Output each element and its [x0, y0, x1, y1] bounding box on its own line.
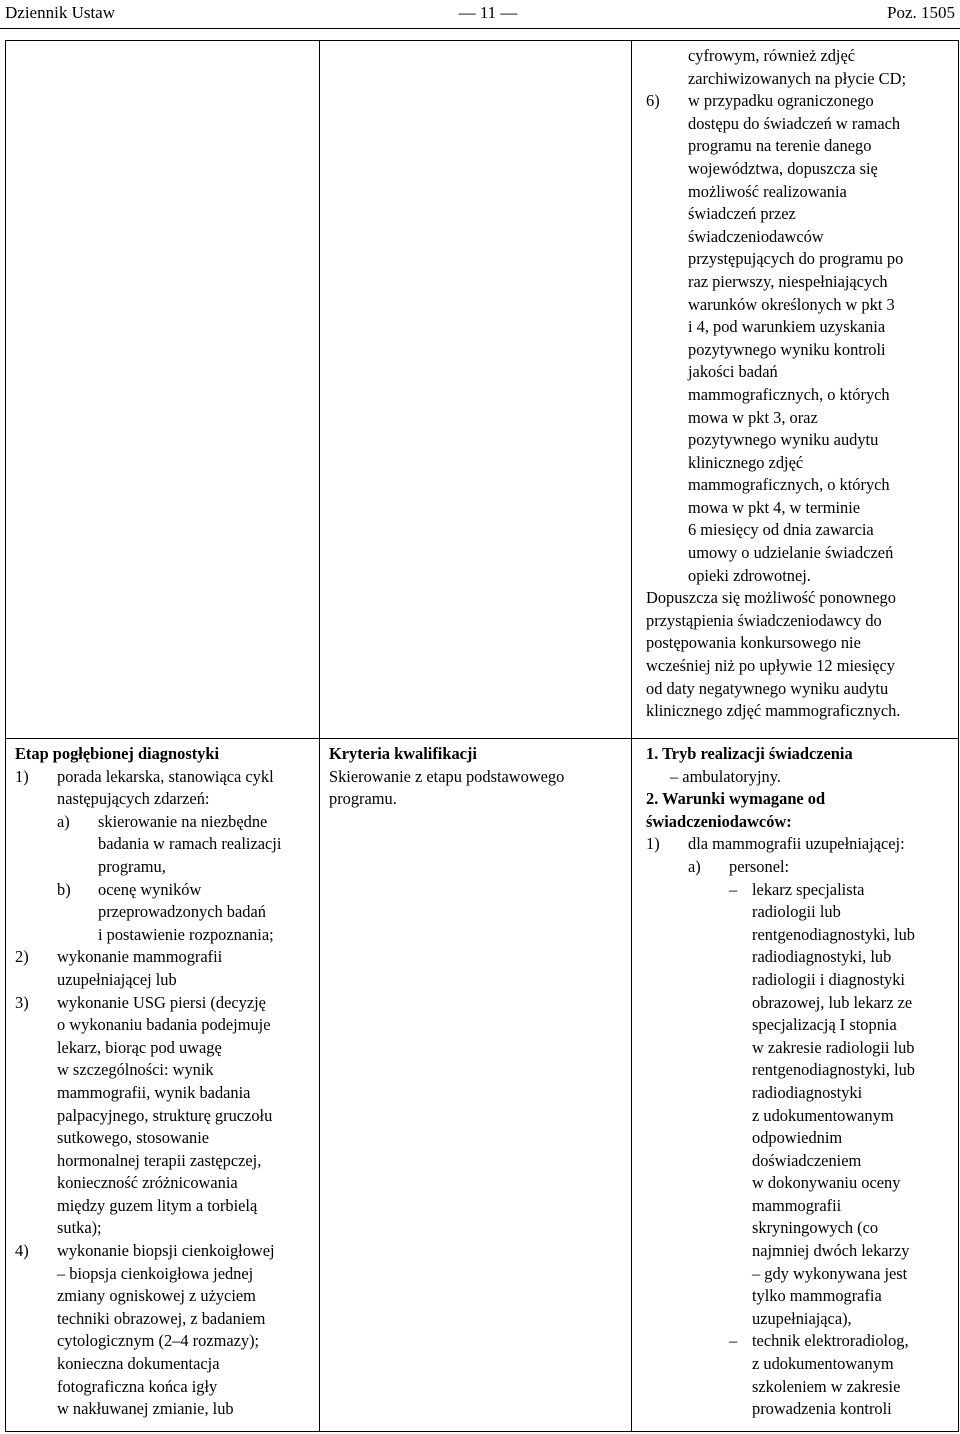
text-line: specjalizacją I stopnia [752, 1015, 897, 1035]
text-line: programu. [329, 789, 397, 809]
dash-item [729, 879, 952, 1331]
dash-item-text [752, 1330, 952, 1420]
text-line: i postawienie rozpoznania; [98, 924, 274, 944]
text-line: – biopsja cienkoigłowa jednej [57, 1263, 254, 1283]
text-line: cyfrowym, również zdjęć [688, 46, 856, 65]
text-line: przystąpienia świadczeniodawcy do [646, 610, 882, 630]
text-line: palpacyjnego, strukturę gruczołu [57, 1105, 273, 1125]
qualification-text [329, 766, 623, 811]
text-line: prowadzenia kontroli [752, 1399, 892, 1419]
text-line: odpowiednim [752, 1128, 843, 1148]
text-line: konieczność zróżnicowania [57, 1173, 238, 1193]
sub-item-a [688, 856, 952, 1421]
list-item-1 [646, 833, 952, 1420]
list-label: 6) [646, 91, 660, 111]
text-line: doświadczeniem [752, 1150, 862, 1170]
sub-label: b) [57, 879, 71, 899]
row2-col2-cell [320, 739, 632, 1432]
text-line: technik elektroradiolog, [752, 1331, 909, 1351]
text-line: radiodiagnostyki [752, 1082, 863, 1102]
text-line: wykonanie biopsji cienkoigłowej [57, 1241, 275, 1261]
list-label: 3) [15, 992, 29, 1012]
text-line: mammografii, wynik badania [57, 1082, 251, 1102]
text-line: mammograficznych, o których [688, 384, 890, 404]
text-line: dostępu do świadczeń w ramach [688, 113, 901, 133]
row1-col2-cell [320, 41, 632, 739]
text-line: cytologicznym (2–4 rozmazy); [57, 1331, 260, 1351]
text-line: wykonanie USG piersi (decyzję [57, 992, 266, 1012]
text-line: radiologii lub [752, 902, 841, 922]
text-line: między guzem litym a torbielą [57, 1195, 258, 1215]
continued-text [646, 45, 952, 90]
text-line: warunków określonych w pkt 3 [688, 294, 895, 314]
text-line: następujących zdarzeń: [57, 789, 210, 809]
list-label: 1) [15, 766, 29, 786]
text-line: obrazowej, lub lekarz ze [752, 992, 913, 1012]
list-item-text [57, 766, 311, 811]
text-line: świadczeniodawców [688, 226, 824, 246]
text-line: rentgenodiagnostyki, lub [752, 1060, 915, 1080]
list-item-2 [15, 946, 311, 991]
text-line: programu, [98, 856, 166, 876]
text-line: klinicznego zdjęć [688, 452, 804, 472]
text-line: skierowanie na niezbędne [98, 811, 268, 831]
text-line: świadczeń przez [688, 204, 796, 224]
text-line: raz pierwszy, niespełniających [688, 271, 888, 291]
text-line: pozytywnego wyniku kontroli [688, 339, 886, 359]
dash-label: – [729, 1331, 738, 1351]
text-line: możliwość realizowania [688, 181, 847, 201]
text-line: z udokumentowanym [752, 1354, 894, 1374]
sub-item-text: personel: [729, 856, 790, 876]
text-line: najmniej dwóch lekarzy [752, 1241, 910, 1261]
list-item-3 [15, 992, 311, 1241]
table-row [6, 739, 959, 1432]
text-line: świadczeniodawców: [646, 811, 792, 831]
list-item-4 [15, 1240, 311, 1421]
list-item-text [57, 992, 311, 1241]
text-line: tylko mammografia [752, 1286, 882, 1306]
text-line: ocenę wyników [98, 879, 202, 899]
text-line: mammograficznych, o których [688, 475, 890, 495]
text-line: postępowania konkursowego nie [646, 633, 861, 653]
row1-col3-cell [632, 41, 959, 739]
section-heading-1: 1. Tryb realizacji świadczenia [646, 744, 853, 763]
text-line: zmiany ogniskowej z użyciem [57, 1286, 256, 1306]
header-rule [0, 28, 960, 29]
text-line: wykonanie mammografii [57, 947, 223, 967]
sub-label: a) [57, 811, 70, 831]
section-1-text: – ambulatoryjny. [670, 766, 781, 786]
row2-col3-cell [632, 739, 959, 1432]
position-number: Poz. 1505 [887, 3, 955, 22]
text-line: w szczególności: wynik [57, 1060, 214, 1080]
text-line: jakości badań [688, 362, 778, 382]
row2-col1-cell [6, 739, 320, 1432]
text-line: lekarz, biorąc pod uwagę [57, 1037, 222, 1057]
text-line: w zakresie radiologii lub [752, 1037, 915, 1057]
reentry-paragraph [646, 587, 952, 723]
text-line: i 4, pod warunkiem uzyskania [688, 317, 886, 337]
text-line: fotograficzna końca igły [57, 1376, 218, 1396]
dash-label: – [729, 879, 738, 899]
text-line: porada lekarska, stanowiąca cykl [57, 766, 274, 786]
text-line: mammografii [752, 1195, 842, 1215]
dash-item [729, 1330, 952, 1420]
text-line: Skierowanie z etapu podstawowego [329, 766, 565, 786]
text-line: z udokumentowanym [752, 1105, 894, 1125]
qualification-title: Kryteria kwalifikacji [329, 744, 477, 763]
list-item-text [57, 1240, 311, 1421]
list-item-text: dla mammografii uzupełniającej: [688, 834, 905, 854]
text-line: hormonalnej terapii zastępczej, [57, 1150, 262, 1170]
text-line: szkoleniem w zakresie [752, 1376, 901, 1396]
text-line: skryningowych (co [752, 1218, 879, 1238]
text-line: rentgenodiagnostyki, lub [752, 924, 915, 944]
section-heading-2 [646, 788, 952, 833]
sub-item-text [98, 879, 311, 947]
text-line: w nakłuwanej zmianie, lub [57, 1399, 234, 1419]
text-line: od daty negatywnego wyniku audytu [646, 678, 889, 698]
dash-item-text [752, 879, 952, 1331]
text-line: pozytywnego wyniku audytu [688, 430, 879, 450]
text-line: umowy o udzielanie świadczeń [688, 543, 894, 563]
text-line: 2. Warunki wymagane od [646, 789, 826, 809]
list-item-6 [646, 90, 952, 587]
list-item-text [688, 90, 952, 587]
text-line: sutkowego, stosowanie [57, 1128, 210, 1148]
text-line: – gdy wykonywana jest [752, 1263, 908, 1283]
list-item-text [57, 946, 311, 991]
text-line: o wykonaniu badania podejmuje [57, 1015, 271, 1035]
table-row [6, 41, 959, 739]
list-label: 4) [15, 1241, 29, 1261]
text-line: wcześniej niż po upływie 12 miesięcy [646, 656, 895, 676]
text-line: konieczna dokumentacja [57, 1354, 220, 1374]
text-line: mowa w pkt 3, oraz [688, 407, 818, 427]
text-line: programu na terenie danego [688, 136, 872, 156]
text-line: radiologii i diagnostyki [752, 969, 905, 989]
text-line: techniki obrazowej, z badaniem [57, 1308, 266, 1328]
text-line: lekarz specjalista [752, 879, 865, 899]
text-line: uzupełniająca), [752, 1308, 852, 1328]
text-line: 6 miesięcy od dnia zawarcia [688, 520, 874, 540]
text-line: w dokonywaniu oceny [752, 1173, 901, 1193]
text-line: uzupełniającej lub [57, 969, 177, 989]
list-item-1 [15, 766, 311, 947]
text-line: zarchiwizowanych na płycie CD; [688, 68, 907, 88]
text-line: Dopuszcza się możliwość ponownego [646, 588, 896, 608]
text-line: opieki zdrowotnej. [688, 565, 811, 585]
page-number: — 11 — [458, 3, 518, 22]
row1-col1-cell [6, 41, 320, 739]
sub-item-a [57, 811, 311, 879]
text-line: przeprowadzonych badań [98, 902, 266, 922]
text-line: mowa w pkt 4, w terminie [688, 497, 861, 517]
list-label: 1) [646, 834, 660, 854]
text-line: klinicznego zdjęć mammograficznych. [646, 701, 901, 721]
text-line: w przypadku ograniczonego [688, 91, 874, 111]
journal-title: Dziennik Ustaw [5, 3, 116, 22]
stage-title: Etap pogłębionej diagnostyki [15, 744, 220, 763]
program-table [5, 40, 959, 1432]
sub-item-text [98, 811, 311, 879]
text-line: przystępujących do programu po [688, 249, 904, 269]
text-line: województwa, dopuszcza się [688, 158, 878, 178]
list-label: 2) [15, 947, 29, 967]
sub-item-b [57, 879, 311, 947]
text-line: sutka); [57, 1218, 102, 1238]
sub-label: a) [688, 856, 701, 876]
text-line: radiodiagnostyki, lub [752, 947, 892, 967]
text-line: badania w ramach realizacji [98, 834, 282, 854]
